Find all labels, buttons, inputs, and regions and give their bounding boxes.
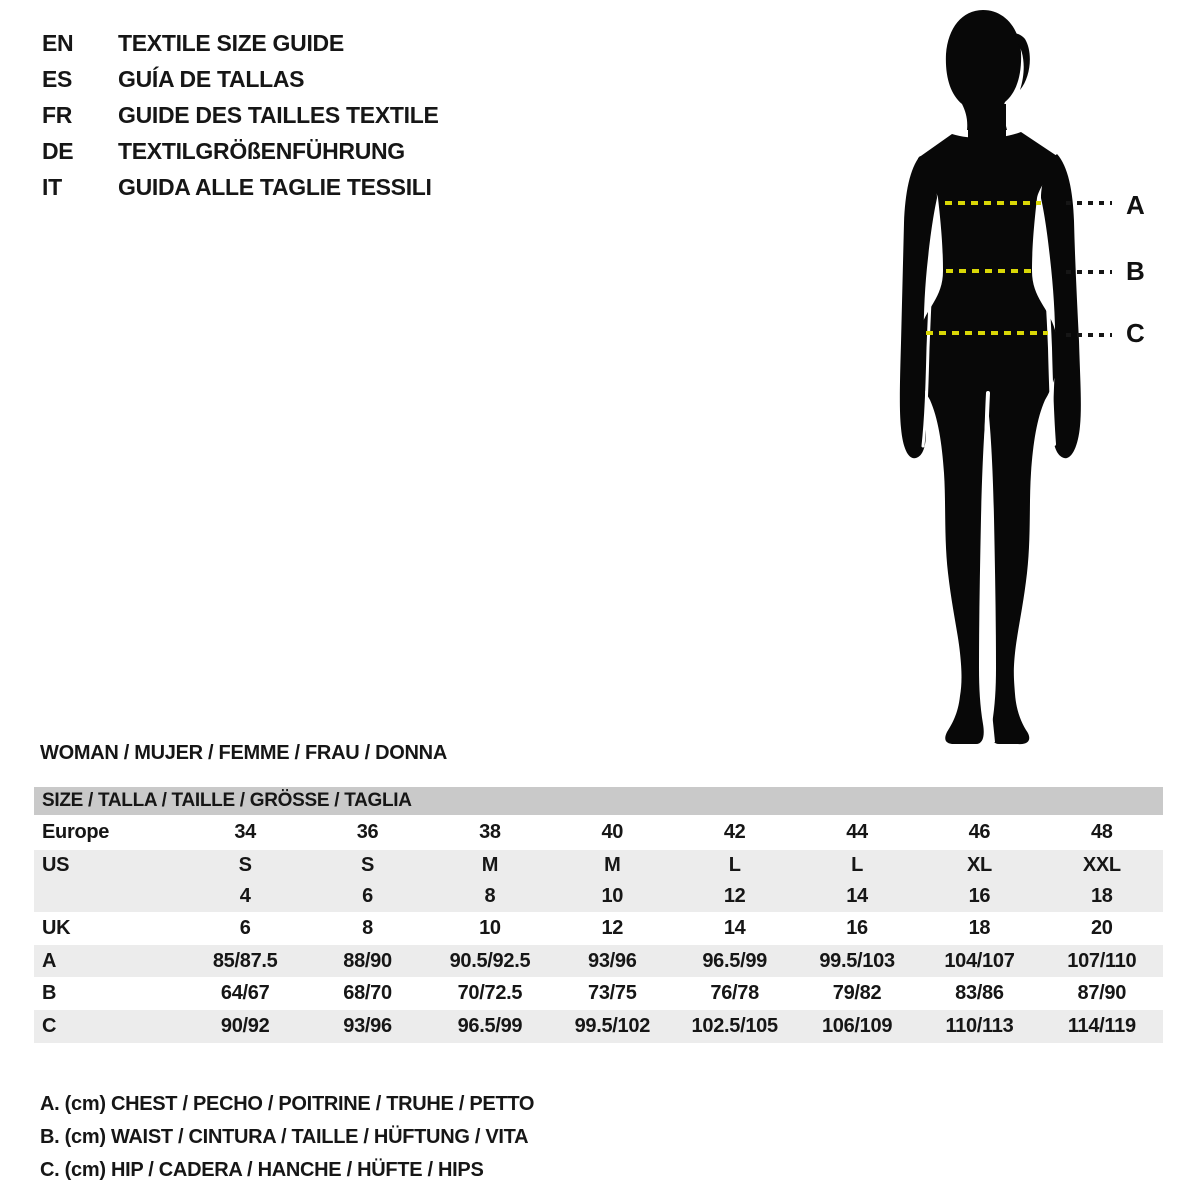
row-label: A — [42, 949, 57, 972]
size-cell: 99.5/102 — [574, 1015, 651, 1037]
table-row-waist — [34, 977, 1163, 1010]
language-title: TEXTILGRÖßENFÜHRUNG — [118, 138, 405, 164]
hip-leader-line — [1066, 333, 1112, 337]
measurement-legend — [40, 1094, 534, 1180]
size-cell: 99.5/103 — [819, 949, 895, 972]
size-cell: 76/78 — [710, 982, 759, 1004]
row-label: C — [42, 1015, 57, 1037]
marker-label-b: B — [1126, 256, 1145, 286]
size-cell: 18 — [968, 917, 991, 939]
table-row-europe — [34, 815, 1163, 850]
size-cell: 14 — [723, 917, 746, 939]
size-cell: 16 — [846, 917, 868, 939]
waist-measure-line — [946, 269, 1036, 273]
size-cell: 42 — [723, 821, 746, 843]
size-cell: 68/70 — [343, 982, 392, 1004]
size-cell: 114/119 — [1067, 1015, 1136, 1037]
size-cell: XXL — [1082, 854, 1121, 876]
size-cell: 64/67 — [220, 982, 270, 1004]
row-label: US — [42, 854, 70, 876]
legend-hip: C. (cm) HIP / CADERA / HANCHE / HÜFTE / HIPS — [40, 1159, 484, 1181]
size-cell: 6 — [239, 917, 251, 939]
table-row-uk — [34, 912, 1163, 945]
size-cell: 40 — [601, 821, 624, 843]
size-cell: 96.5/99 — [457, 1015, 523, 1037]
size-cell: 93/96 — [588, 949, 637, 972]
size-cell: M — [481, 854, 499, 876]
language-code: DE — [42, 138, 74, 164]
size-cell: 96.5/99 — [702, 949, 767, 972]
size-cell: 83/86 — [955, 982, 1004, 1004]
marker-label-c: C — [1126, 318, 1145, 348]
language-code: EN — [42, 30, 74, 56]
row-label: UK — [42, 917, 71, 939]
chest-measure-line — [945, 201, 1041, 205]
table-row-us-letters — [34, 850, 1163, 881]
size-cell: 85/87.5 — [212, 949, 278, 972]
size-cell: 6 — [362, 885, 373, 907]
language-row-fr — [42, 103, 439, 127]
language-title: TEXTILE SIZE GUIDE — [118, 30, 344, 56]
language-code: ES — [42, 66, 73, 92]
size-cell: 73/75 — [588, 982, 637, 1004]
waist-leader-line — [1066, 270, 1112, 274]
language-row-de — [42, 139, 439, 163]
language-code: FR — [42, 102, 73, 128]
size-cell: 110/113 — [945, 1015, 1014, 1037]
size-cell: 34 — [234, 821, 257, 843]
marker-label-a: A — [1126, 190, 1145, 220]
size-cell: 88/90 — [343, 949, 392, 972]
size-cell: 70/72.5 — [457, 982, 523, 1004]
legend-chest: A. (cm) CHEST / PECHO / POITRINE / TRUHE / PETTO — [40, 1093, 535, 1115]
size-cell: 87/90 — [1077, 982, 1127, 1004]
size-cell: 79/82 — [832, 982, 882, 1004]
size-cell: 8 — [484, 885, 496, 907]
hip-measure-line — [926, 331, 1048, 335]
size-cell: 93/96 — [343, 1015, 392, 1037]
size-cell: S — [238, 854, 252, 876]
size-cell: 20 — [1090, 917, 1113, 939]
table-row-us-numbers — [34, 881, 1163, 912]
woman-silhouette — [890, 8, 1090, 748]
language-title: GUIDE DES TAILLES TEXTILE — [118, 102, 439, 128]
size-cell: 44 — [846, 821, 868, 843]
size-cell: 90.5/92.5 — [449, 949, 531, 972]
language-list — [42, 31, 439, 199]
gender-heading: WOMAN / MUJER / FEMME / FRAU / DONNA — [40, 742, 447, 764]
size-table — [34, 787, 1163, 1043]
size-cell: L — [851, 854, 864, 876]
size-cell: 14 — [846, 885, 868, 907]
size-cell: 18 — [1090, 885, 1113, 907]
size-cell: 102.5/105 — [691, 1015, 778, 1037]
size-cell: 10 — [601, 885, 624, 907]
size-cell: 48 — [1090, 821, 1113, 843]
size-cell: 38 — [479, 821, 501, 843]
language-row-en — [42, 31, 439, 55]
size-cell: S — [361, 854, 375, 876]
size-cell: 46 — [968, 821, 991, 843]
language-code: IT — [42, 174, 62, 200]
size-cell: 90/92 — [220, 1015, 270, 1037]
size-cell: 12 — [723, 885, 746, 907]
size-cell: 36 — [356, 821, 379, 843]
row-label: B — [42, 982, 57, 1004]
chest-leader-line — [1066, 201, 1112, 205]
legend-waist: B. (cm) WAIST / CINTURA / TAILLE / HÜFTUNG / VITA — [40, 1126, 529, 1148]
size-cell: L — [728, 854, 741, 876]
language-title: GUÍA DE TALLAS — [118, 66, 305, 92]
size-cell: 4 — [239, 885, 251, 907]
size-cell: M — [604, 854, 621, 876]
size-cell: 106/109 — [821, 1015, 893, 1037]
table-row-chest — [34, 945, 1163, 977]
size-cell: 104/107 — [944, 949, 1015, 972]
row-label: Europe — [42, 821, 110, 843]
size-table-header — [34, 787, 1163, 815]
size-cell: 10 — [479, 917, 501, 939]
size-cell: 16 — [968, 885, 991, 907]
language-row-it — [42, 175, 439, 199]
table-row-hip — [34, 1010, 1163, 1043]
size-cell: XL — [966, 854, 992, 876]
table-row-us-band — [34, 850, 1163, 912]
size-cell: 8 — [362, 917, 373, 939]
size-table-header-label: SIZE / TALLA / TAILLE / GRÖSSE / TAGLIA — [42, 790, 412, 811]
size-cell: 107/110 — [1067, 949, 1137, 972]
language-row-es — [42, 67, 439, 91]
language-title: GUIDA ALLE TAGLIE TESSILI — [118, 174, 432, 200]
size-cell: 12 — [601, 917, 624, 939]
